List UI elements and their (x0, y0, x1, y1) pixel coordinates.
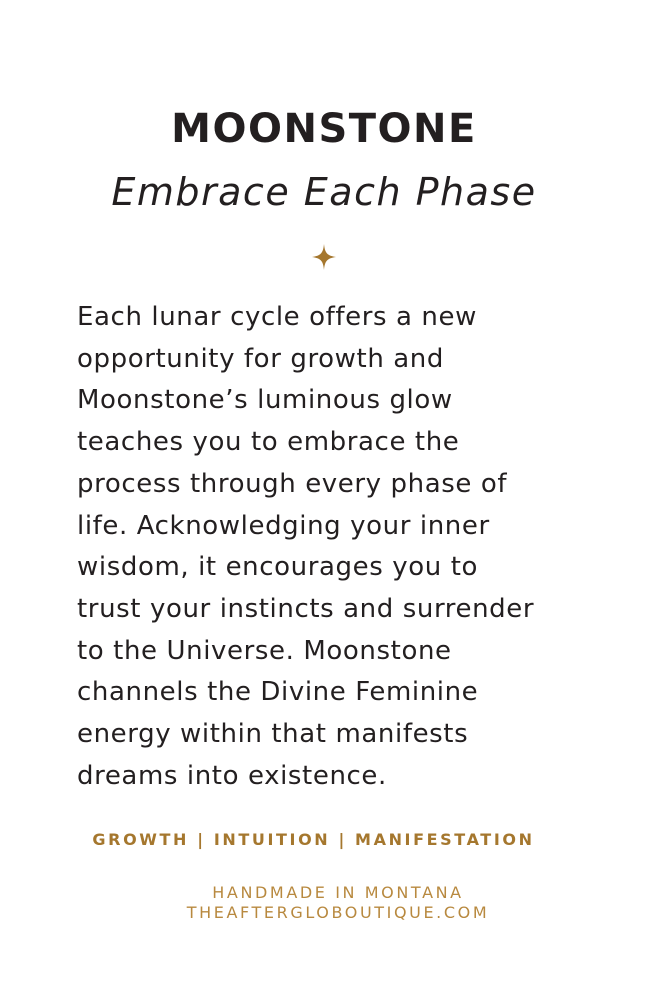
description-line: Each lunar cycle offers a new (77, 302, 477, 332)
description-line: wisdom, it encourages you to (77, 552, 479, 583)
four-point-star-icon (310, 243, 338, 271)
description-line: energy within that manifests (77, 719, 469, 750)
card-description (77, 297, 577, 797)
description-line: trust your instincts and surrender (77, 593, 535, 624)
description-line: Moonstone’s luminous glow (77, 385, 453, 416)
description-line: life. Acknowledging your inner (77, 510, 490, 541)
description-line: opportunity for growth and (77, 343, 444, 374)
card-footer (0, 883, 648, 923)
description-line: dreams into existence. (77, 760, 387, 791)
card-subtitle: Embrace Each Phase (111, 170, 537, 214)
card-title: MOONSTONE (171, 106, 477, 152)
description-line: process through every phase of (77, 468, 508, 499)
card-tags: GROWTH | INTUITION | MANIFESTATION (92, 830, 535, 849)
description-line: to the Universe. Moonstone (77, 635, 452, 666)
description-line: teaches you to embrace the (77, 427, 460, 458)
description-line: channels the Divine Feminine (77, 677, 479, 708)
footer-website: THEAFTERGLOBOUTIQUE.COM (186, 903, 490, 922)
footer-origin: HANDMADE IN MONTANA (212, 883, 464, 902)
